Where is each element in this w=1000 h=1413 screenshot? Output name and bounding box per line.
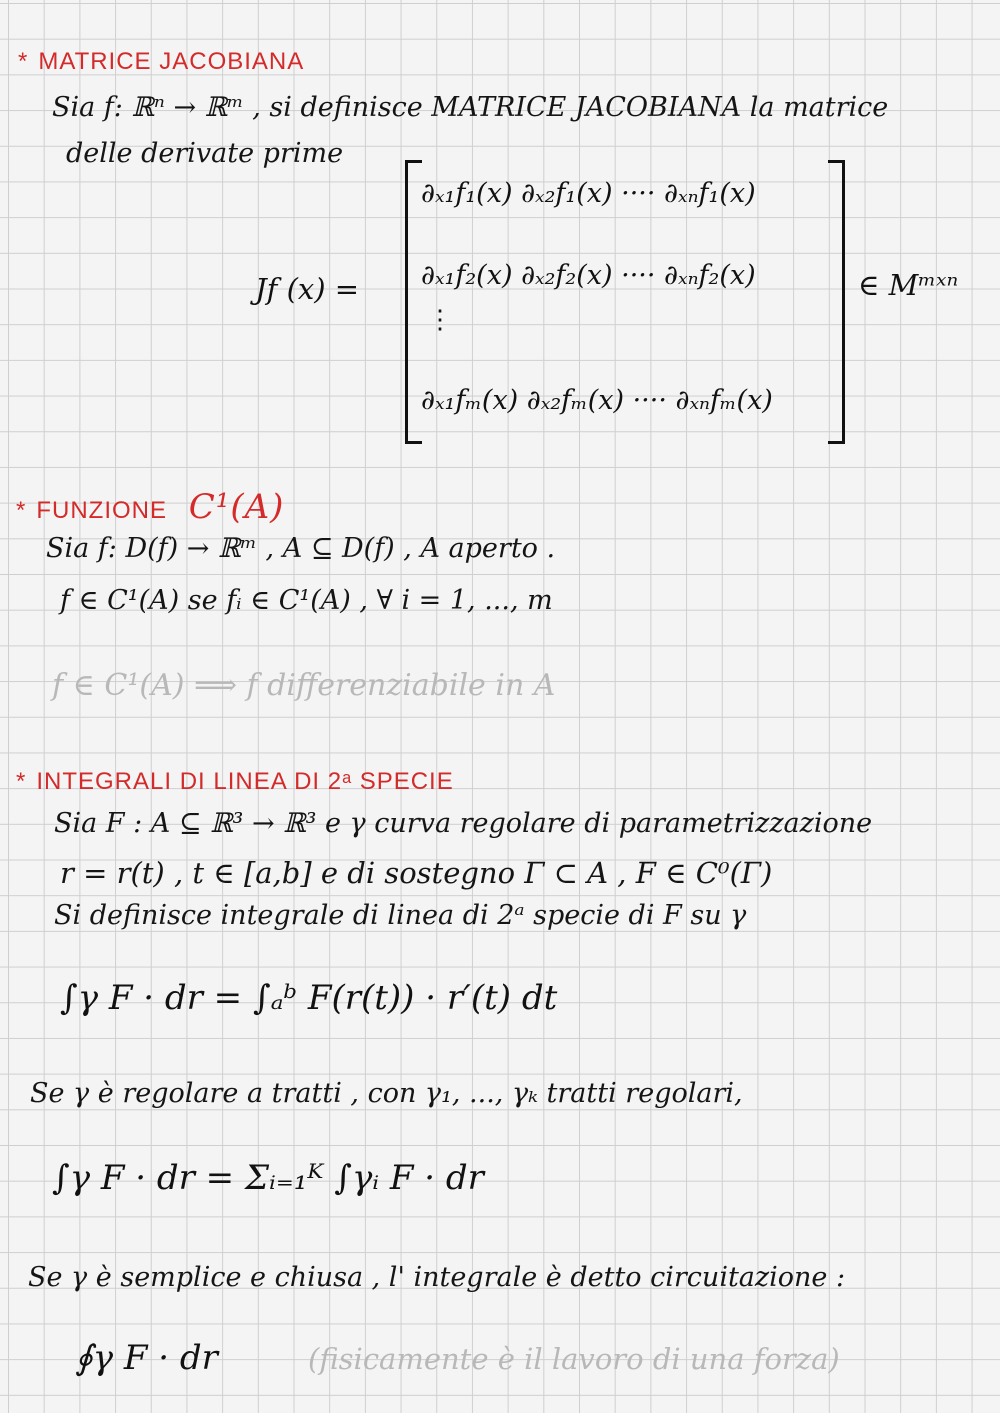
text-line: Si definisce integrale di linea di 2ᵃ specie di F su γ — [54, 900, 747, 931]
bullet-icon: * — [18, 48, 29, 75]
gray-note: (fisicamente è il lavoro di una forza) — [308, 1342, 840, 1376]
heading-text: INTEGRALI DI LINEA DI 2ᵃ SPECIE — [36, 768, 454, 795]
text-line: Sia f: ℝⁿ → ℝᵐ , si definisce MATRICE JACOBIANA la matrice — [52, 92, 889, 123]
bullet-icon: * — [16, 497, 27, 524]
bullet-icon: * — [16, 768, 27, 795]
matrix-vdots: ⋮ — [427, 305, 453, 335]
heading-text: MATRICE JACOBIANA — [38, 48, 305, 75]
matrix-right-bracket — [828, 160, 845, 444]
section-heading-jacobian — [18, 48, 304, 76]
formula-line-integral: ∫γ F · dr = ∫ₐᵇ F(r(t)) · r′(t) dt — [60, 978, 558, 1018]
text-line: Sia F : A ⊆ ℝ³ → ℝ³ e γ curva regolare di parametrizzazione — [54, 808, 873, 839]
matrix-row: ∂ₓ₁fₘ(x) ∂ₓ₂fₘ(x) ···· ∂ₓₙfₘ(x) — [421, 385, 773, 416]
section-heading-c1 — [16, 487, 284, 527]
text-line: f ∈ C¹(A) se fᵢ ∈ C¹(A) , ∀ i = 1, ..., m — [60, 585, 553, 616]
jacobian-lhs: Jf (x) = — [255, 272, 360, 306]
matrix-left-bracket — [405, 160, 422, 444]
text-line: r = r(t) , t ∈ [a,b] e di sostegno Γ ⊂ A , F ∈ C⁰(Γ) — [60, 856, 773, 890]
formula-circulation: ∮γ F · dr — [75, 1338, 218, 1378]
heading-math: C¹(A) — [188, 487, 285, 527]
jacobian-matrix — [405, 160, 845, 440]
section-heading-line-integrals — [16, 768, 454, 796]
text-line: Se γ è semplice e chiusa , l' integrale è detto circuitazione : — [28, 1262, 846, 1293]
matrix-membership: ∈ Mᵐˣⁿ — [858, 268, 959, 302]
heading-text: FUNZIONE — [36, 497, 168, 524]
gray-note: f ∈ C¹(A) ⟹ f differenziabile in A — [52, 668, 556, 703]
text-line: Se γ è regolare a tratti , con γ₁, ..., γₖ tratti regolari, — [30, 1078, 743, 1109]
text-line: delle derivate prime — [66, 138, 344, 169]
formula-piecewise-sum: ∫γ F · dr = Σᵢ₌₁ᴷ ∫γᵢ F · dr — [52, 1158, 484, 1198]
matrix-row: ∂ₓ₁f₂(x) ∂ₓ₂f₂(x) ···· ∂ₓₙf₂(x) — [421, 260, 756, 291]
text-line: Sia f: D(f) → ℝᵐ , A ⊆ D(f) , A aperto . — [46, 533, 556, 564]
matrix-row: ∂ₓ₁f₁(x) ∂ₓ₂f₁(x) ···· ∂ₓₙf₁(x) — [421, 178, 756, 209]
